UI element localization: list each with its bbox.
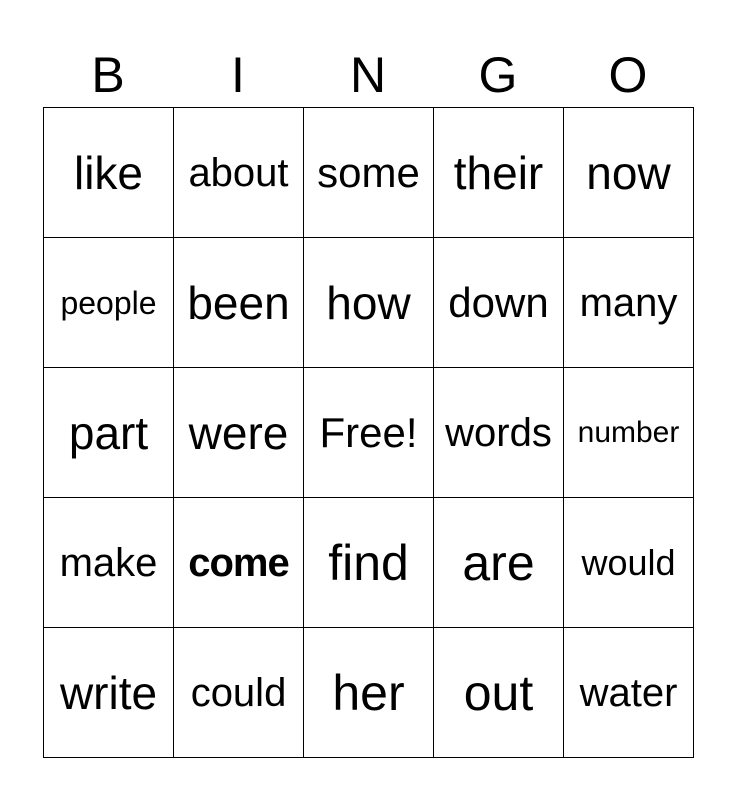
bingo-cell[interactable]: been [174,238,304,368]
bingo-cell[interactable]: about [174,108,304,238]
bingo-cell[interactable]: down [434,238,564,368]
bingo-cell[interactable]: are [434,498,564,628]
bingo-cell[interactable]: part [44,368,174,498]
bingo-cell[interactable]: their [434,108,564,238]
header-letter-o: O [608,47,648,103]
bingo-cell[interactable]: would [564,498,694,628]
bingo-cell[interactable]: how [304,238,434,368]
bingo-cell[interactable]: some [304,108,434,238]
bingo-board [43,107,694,758]
bingo-cell[interactable]: many [564,238,694,368]
header-letter-g: G [478,47,518,103]
bingo-cell[interactable]: come [174,498,304,628]
header-letter-i: I [231,47,245,103]
bingo-cell[interactable]: could [174,628,304,758]
bingo-cell[interactable]: people [44,238,174,368]
bingo-cell[interactable]: were [174,368,304,498]
bingo-cell[interactable]: her [304,628,434,758]
header-letter-n: N [349,47,387,103]
bingo-cell[interactable]: like [44,108,174,238]
bingo-cell[interactable]: words [434,368,564,498]
bingo-cell[interactable]: make [44,498,174,628]
bingo-header [43,45,693,105]
free-space[interactable]: Free! [304,368,434,498]
bingo-cell[interactable]: out [434,628,564,758]
bingo-cell[interactable]: write [44,628,174,758]
bingo-cell[interactable]: number [564,368,694,498]
bingo-cell[interactable]: water [564,628,694,758]
bingo-cell[interactable]: now [564,108,694,238]
bingo-cell[interactable]: find [304,498,434,628]
header-letter-b: B [91,47,125,103]
